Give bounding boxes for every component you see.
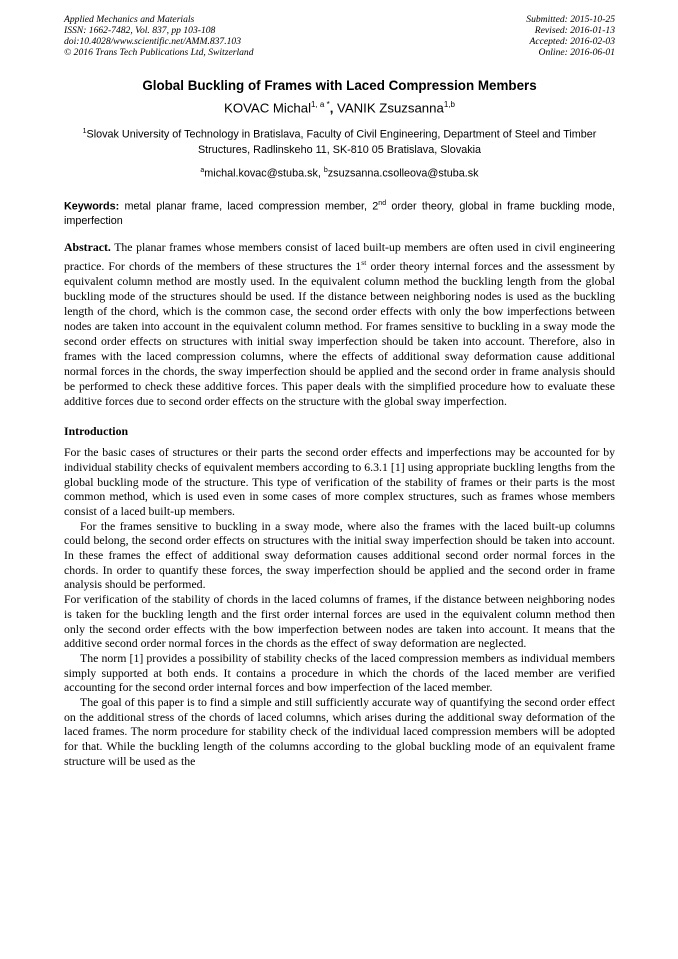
journal-header (64, 14, 615, 58)
paragraph: For the frames sensitive to buckling in a sway mode, where also the frames with the laced built-up columns could belong, the second order effects on structures with the initial sway imperfection should be taken into account. In these frames the effect of additional sway deformation causes additional second order normal forces in the chords. In order to quantify these forces, the sway imperfection should be applied and the second order in frame analysis should be performed. (64, 518, 615, 592)
keywords (64, 196, 615, 230)
paper-title: Global Buckling of Frames with Laced Compression Members (142, 78, 537, 93)
paragraph: For the basic cases of structures or their parts the second order effects and imperfections may be accounted for by individual stability checks of equivalent members according to 6.3.1 [1] using appropriate buckling lengths from the global buckling mode of the structure. This type of verification of the stability of frames or their parts is the most common method, which is used even in some cases of more complex structures, such as frames whose members consist of a laced built-up members. (64, 445, 615, 518)
affiliation-mark: 1 (82, 128, 87, 136)
keywords-post: order theory, global in frame buckling mode, imperfection (64, 200, 615, 228)
date-revised: Revised: 2016-01-13 (534, 25, 615, 36)
author-1-affil: 1, a * (311, 100, 330, 109)
keywords-pre: metal planar frame, laced compression member, 2 (119, 200, 379, 213)
publication-dates (526, 14, 615, 58)
affiliation (64, 124, 615, 158)
journal-doi[interactable]: doi:10.4028/www.scientific.net/AMM.837.103 (64, 36, 242, 47)
journal-info (64, 14, 254, 58)
author-list (64, 96, 615, 116)
date-submitted: Submitted: 2015-10-25 (526, 14, 615, 25)
date-online: Online: 2016-06-01 (538, 47, 615, 58)
paragraph: For verification of the stability of chords in the laced columns of frames, if the distance between neighboring nodes is taken for the buckling length and the first order internal forces are used in the equivalent column method then only the second order effects with the bow imperfection between nodes are taken into account. It means that the additive second order normal forces in the chords as the effect of sway deformation are neglected. (64, 592, 615, 651)
keywords-sup: nd (378, 199, 387, 207)
affiliation-text: Slovak University of Technology in Bratislava, Faculty of Civil Engineering, Department of Steel and Timber Structures, Radlinskeho 11, SK-810 05 Bratislava, Slovakia (86, 128, 597, 156)
author-emails (64, 164, 615, 181)
abstract (64, 240, 615, 409)
paper-page (64, 14, 615, 769)
abstract-label: Abstract. (64, 240, 111, 255)
email-b-mark: b (323, 166, 328, 174)
paragraph: The norm [1] provides a possibility of stability checks of the laced compression members as individual members simply supported at both ends. It contains a procedure in which the chords of the laced member are verified accounting for the second order internal forces and bow imperfection of the laced member. (64, 650, 615, 695)
section-heading-introduction: Introduction (64, 424, 129, 439)
keywords-label: Keywords: (64, 200, 120, 213)
email-b[interactable]: zsuzsanna.csolleova@stuba.sk (327, 167, 479, 180)
paragraph: The goal of this paper is to find a simple and still sufficiently accurate way of quantifying the second order effect on the additional stress of the chords of laced columns, which arises during the additional sway deformation of the laced frames. The norm procedure for stability check of the individual laced compression members will be adopted for that. While the buckling length of the columns according to the global buckling mode of an equivalent frame structure will be used as the (64, 695, 615, 768)
author-1: KOVAC Michal (224, 100, 312, 116)
email-a[interactable]: michal.kovac@stuba.sk, (204, 167, 324, 180)
author-2: VANIK Zsuzsanna (337, 100, 444, 116)
abstract-sup: st (361, 258, 367, 268)
abstract-post: order theory internal forces and the assessment by equivalent column method are mostly used. In the equivalent column method the buckling length from the global buckling mode of the structures should be used. If the distance between neighboring nodes is used as the buckling length of the chord, which is the common case, the second order effects with only the bow imperfections between nodes are taken into account in the equivalent column method. For frames sensitive to buckling in a sway mode the second order effects on structures with initial sway imperfection should be taken into account. Therefore, also in frames with the laced compression columns, where the effects of additional sway deformation cause additional normal forces in the chords, the sway imperfection should be applied and the second order in frame analysis should be performed to check these additive forces. This paper deals with the simplified procedure how to evaluate these additive forces due to second order effects on the structure with the global sway imperfection. (64, 259, 615, 409)
author-2-affil: 1,b (443, 100, 455, 109)
abstract-pre: The planar frames whose members consist of laced built-up members are often used in civil engineering practice. For chords of the members of these structures the 1 (64, 240, 615, 274)
journal-copyright: © 2016 Trans Tech Publications Ltd, Switzerland (64, 47, 254, 58)
email-a-mark: a (200, 166, 205, 174)
date-accepted: Accepted: 2016-02-03 (529, 36, 615, 47)
journal-issn: ISSN: 1662-7482, Vol. 837, pp 103-108 (64, 25, 216, 36)
journal-name: Applied Mechanics and Materials (64, 14, 195, 25)
author-separator: , (329, 100, 338, 116)
